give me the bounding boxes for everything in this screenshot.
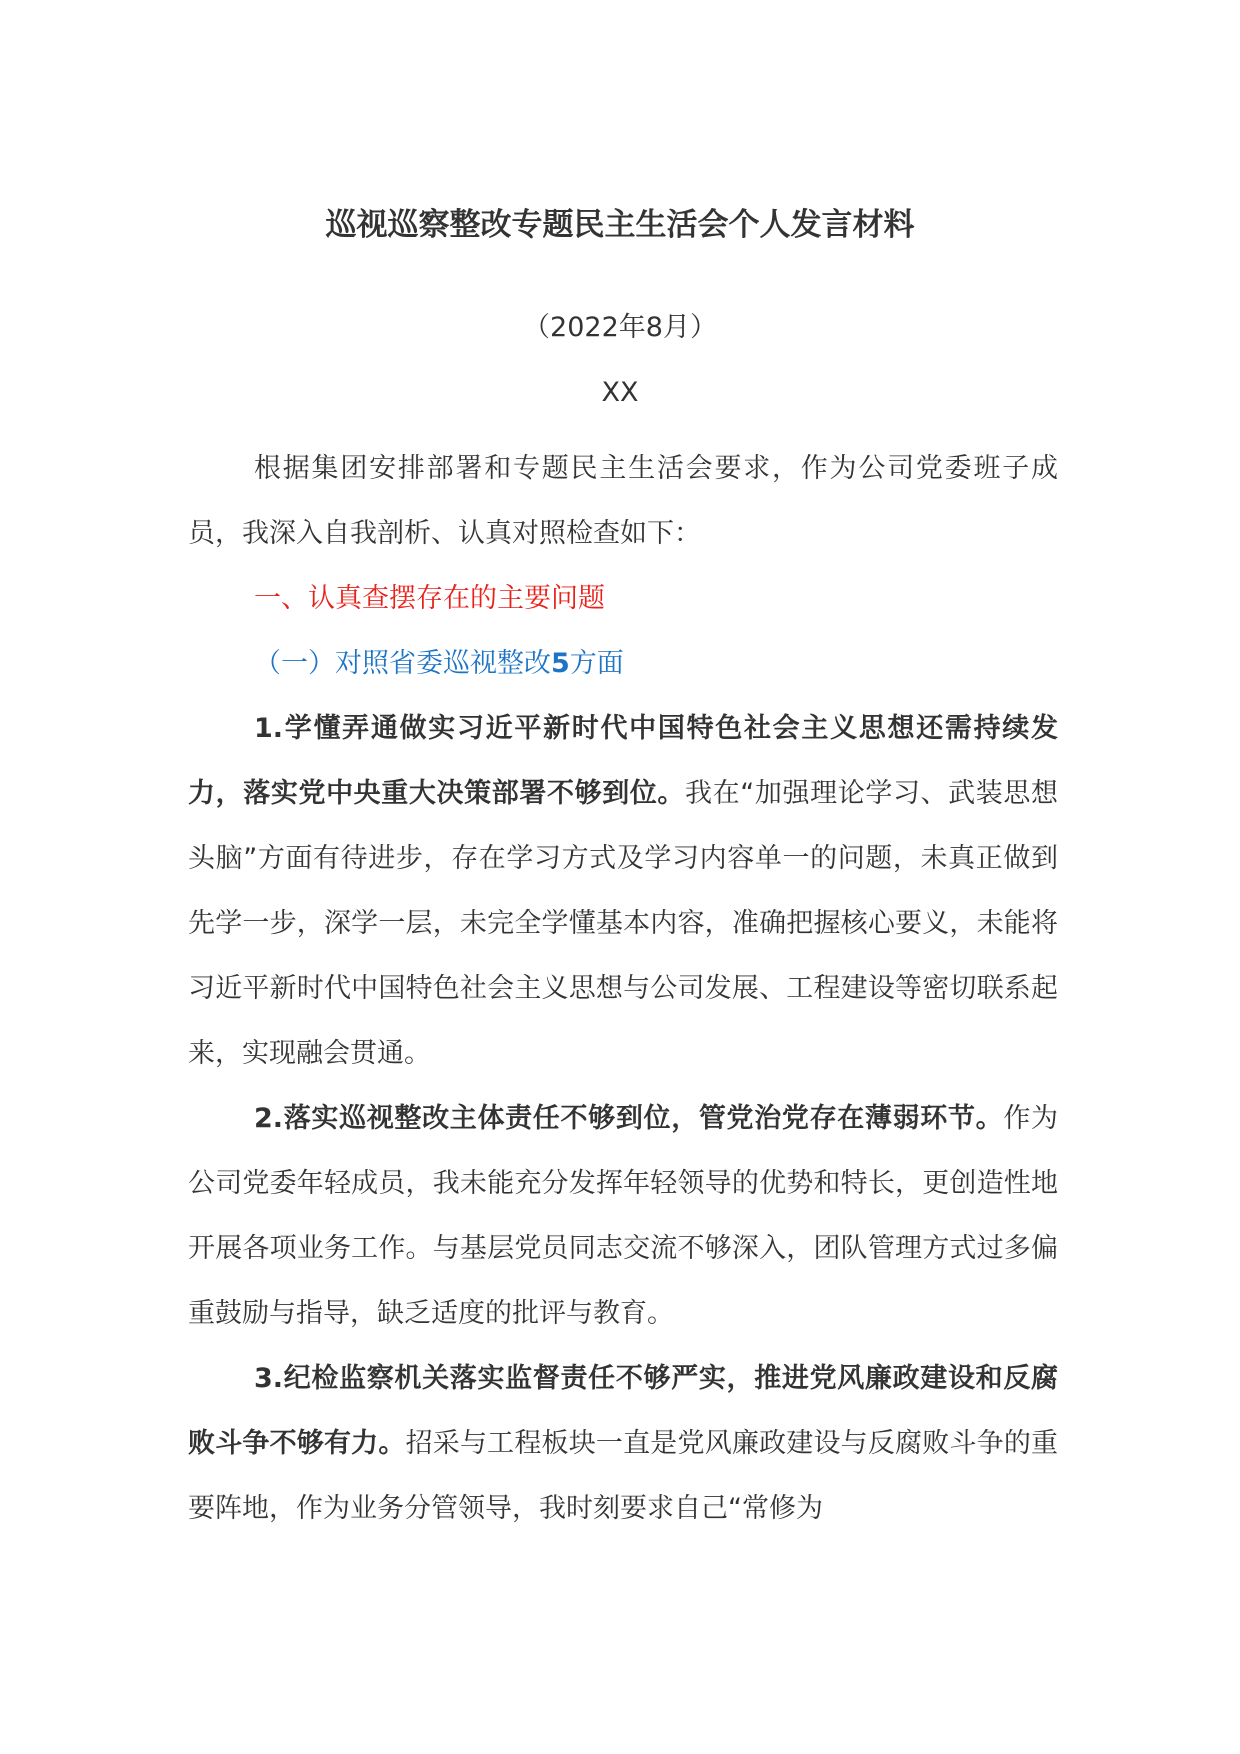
document-body <box>188 436 1058 1541</box>
document-title: 巡视巡察整改专题民主生活会个人发言材料 <box>325 207 915 243</box>
subsection-suffix: 方面 <box>569 648 624 679</box>
item-text-3: 招采与工程板块一直是党风廉政建设与反腐败斗争的重要阵地，作为业务分管领导，我时刻要求自己“常修为 <box>188 1428 1059 1524</box>
item-heading-2: 2.落实巡视整改主体责任不够到位，管党治党存在薄弱环节。 <box>254 1103 1004 1134</box>
subsection-number: 5 <box>551 648 570 679</box>
item-text-1: 我在“加强理论学习、武装思想头脑”方面有待进步，存在学习方式及学习内容单一的问题，未真正做到先学一步，深学一层，未完全学懂基本内容，准确把握核心要义，未能将习近平新时代中国特色社会主义思想与公司发展、工程建设等密切联系起来，实现融会贯通。 <box>188 778 1059 1069</box>
item-paragraph-1 <box>188 696 1058 1086</box>
item-paragraph-3 <box>188 1346 1058 1541</box>
subsection-prefix: （一）对照省委巡视整改 <box>254 648 551 679</box>
document-date: （2022年8月） <box>523 312 717 343</box>
item-text-2: 作为公司党委年轻成员，我未能充分发挥年轻领导的优势和特长，更创造性地开展各项业务工作。与基层党员同志交流不够深入，团队管理方式过多偏重鼓励与指导，缺乏适度的批评与教育。 <box>188 1103 1059 1329</box>
item-heading-3: 3.纪检监察机关落实监督责任不够严实，推进党风廉政建设和反腐败斗争不够有力。 <box>188 1363 1058 1459</box>
item-paragraph-2 <box>188 1086 1058 1346</box>
section-heading-1: 一、认真查摆存在的主要问题 <box>254 583 605 614</box>
document-author: XX <box>601 377 639 408</box>
subsection-heading-1 <box>188 631 1058 696</box>
item-heading-1: 1.学懂弄通做实习近平新时代中国特色社会主义思想还需持续发力，落实党中央重大决策部署不够到位。 <box>188 713 1058 809</box>
intro-paragraph: 根据集团安排部署和专题民主生活会要求，作为公司党委班子成员，我深入自我剖析、认真对照检查如下： <box>188 453 1058 549</box>
